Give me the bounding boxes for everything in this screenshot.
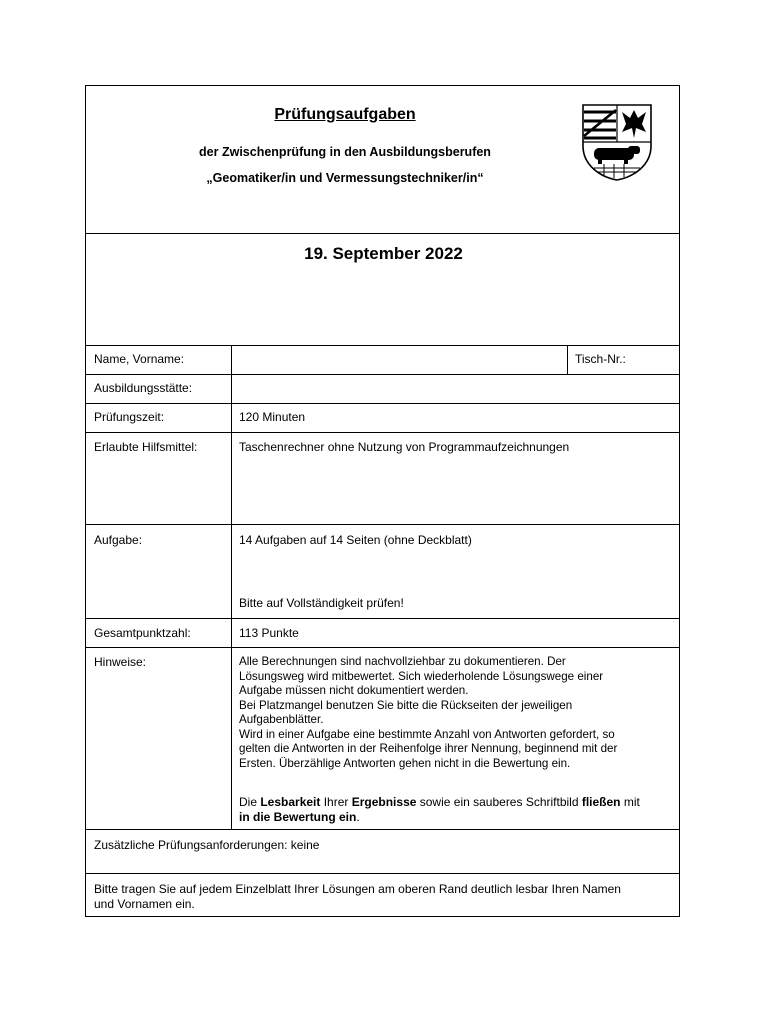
table-number-label: Tisch-Nr.: — [575, 352, 626, 366]
hint-line: gelten die Antworten in der Reihenfolge ihrer Nennung, beginnend mit der — [239, 742, 618, 755]
hint-line: Ersten. Überzählige Antworten gehen nicht in die Bewertung ein. — [239, 756, 571, 770]
hint-line: Lösungsweg wird mitbewertet. Sich wiederholende Lösungswege einer — [239, 669, 604, 683]
training-field[interactable] — [239, 381, 669, 397]
hint-line: Alle Berechnungen sind nachvollziehbar zu dokumentieren. Der — [239, 655, 566, 668]
hint-line: Wird in einer Aufgabe eine bestimmte Anzahl von Antworten gefordert, so — [239, 727, 615, 741]
profession-name: „Geomatiker/in und Vermessungstechniker/in“ — [206, 171, 484, 185]
duration-value: 120 Minuten — [239, 410, 306, 424]
name-label: Name, Vorname: — [94, 352, 185, 366]
legibility-note: Die Lesbarkeit Ihrer Ergebnisse sowie ein sauberes Schriftbild fließen mit in die Bewertung ein. — [239, 795, 640, 824]
aids-label: Erlaubte Hilfsmittel: — [94, 440, 198, 454]
page-title: Prüfungsaufgaben — [274, 106, 416, 123]
table-number-field[interactable] — [636, 352, 676, 368]
name-field[interactable] — [239, 352, 559, 368]
hints-label: Hinweise: — [94, 655, 147, 669]
tasks-value: 14 Aufgaben auf 14 Seiten (ohne Deckblatt) — [239, 533, 472, 547]
points-label: Gesamtpunktzahl: — [94, 626, 191, 640]
completeness-note: Bitte auf Vollständigkeit prüfen! — [239, 596, 404, 610]
exam-date: 19. September 2022 — [304, 244, 463, 263]
hint-line: Aufgabenblätter. — [239, 713, 324, 726]
hint-line: Bei Platzmangel benutzen Sie bitte die Rückseiten der jeweiligen — [239, 698, 573, 712]
training-label: Ausbildungsstätte: — [94, 381, 193, 395]
aids-value: Taschenrechner ohne Nutzung von Programmaufzeichnungen — [239, 440, 570, 454]
additional-requirements: Zusätzliche Prüfungsanforderungen: keine — [94, 838, 320, 852]
footer-instruction: Bitte tragen Sie auf jedem Einzelblatt Ihrer Lösungen am oberen Rand deutlich lesbar Ihren Namen und Vornamen ein. — [94, 882, 621, 911]
hint-line: Aufgabe müssen nicht dokumentiert werden. — [239, 684, 469, 697]
points-value: 113 Punkte — [239, 626, 299, 640]
duration-label: Prüfungszeit: — [94, 410, 165, 424]
tasks-label: Aufgabe: — [94, 533, 143, 547]
hints-text — [239, 655, 675, 771]
exam-cover-sheet — [85, 85, 680, 917]
exam-subtitle: der Zwischenprüfung in den Ausbildungsberufen — [199, 145, 491, 159]
coat-of-arms-icon — [580, 102, 654, 182]
